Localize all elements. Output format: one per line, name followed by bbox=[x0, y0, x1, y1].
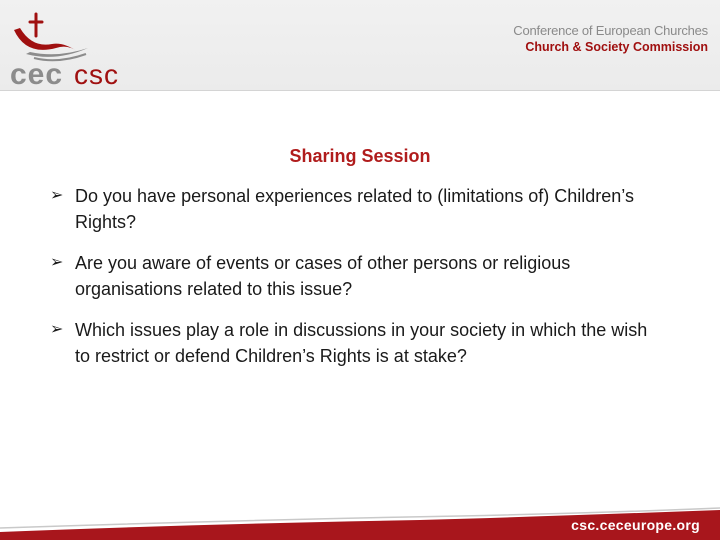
arrow-bullet-icon: ➢ bbox=[50, 254, 64, 271]
org-name: Conference of European Churches bbox=[513, 23, 708, 38]
cec-csc-logo bbox=[6, 8, 126, 88]
footer-url-link[interactable]: csc.ceceurope.org bbox=[571, 517, 700, 533]
bullet-text: Do you have personal experiences related to (limitations of) Children’s Rights? bbox=[75, 186, 634, 232]
svg-text:csc: csc bbox=[74, 59, 119, 88]
arrow-bullet-icon: ➢ bbox=[50, 321, 64, 338]
commission-name: Church & Society Commission bbox=[525, 40, 708, 54]
header-band bbox=[0, 0, 720, 91]
header-text bbox=[513, 22, 708, 56]
bullet-item bbox=[50, 317, 660, 369]
footer-band bbox=[0, 506, 720, 540]
bullet-item bbox=[50, 183, 660, 235]
arrow-bullet-icon: ➢ bbox=[50, 187, 64, 204]
bullet-text: Which issues play a role in discussions in your society in which the wish to restrict or defend Children’s Rights is at stake? bbox=[75, 320, 648, 366]
bullet-text: Are you aware of events or cases of other persons or religious organisations related to this issue? bbox=[75, 253, 571, 299]
bullet-list bbox=[50, 183, 660, 384]
slide-title: Sharing Session bbox=[289, 146, 431, 166]
bullet-item bbox=[50, 250, 660, 302]
svg-text:cec: cec bbox=[10, 58, 64, 88]
